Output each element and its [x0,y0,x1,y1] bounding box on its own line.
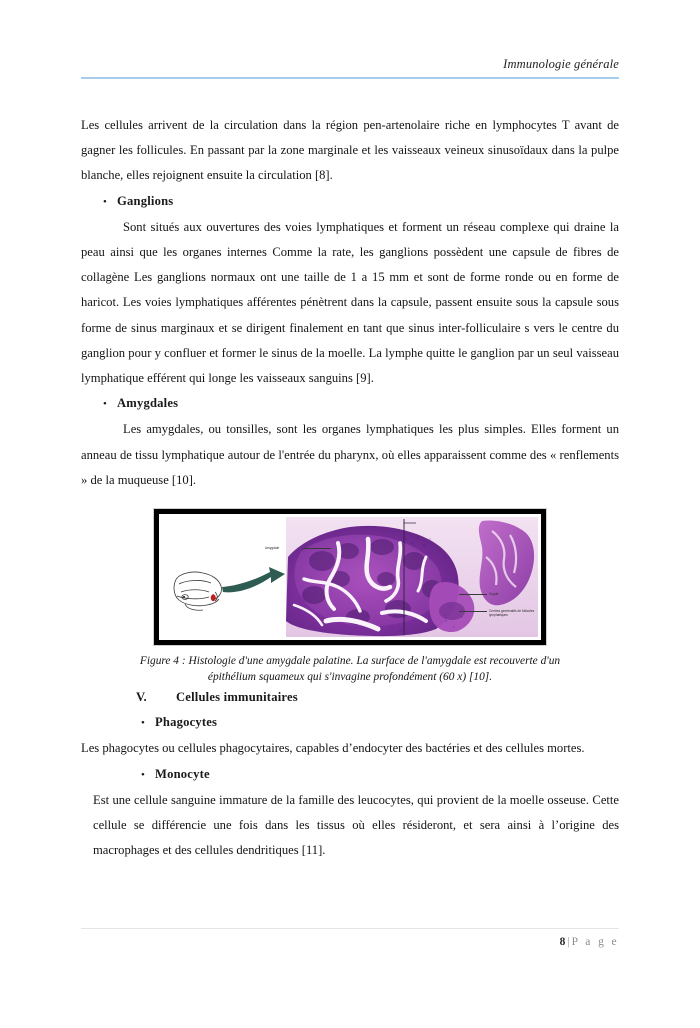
heading-monocyte-label: Monocyte [155,766,210,781]
section-number: V. [136,690,147,705]
heading-section-v [81,685,619,710]
figure-canvas [159,514,541,640]
ganglions-paragraph: Sont situés aux ouvertures des voies lymphatiques et forment un réseau complexe qui draine la peau ainsi que les organes internes Comme la rate, les ganglions possèdent une capsule de fibres de collagène Les ganglions normaux ont une taille de 1 a 15 mm et sont de forme ronde ou en forme de haricot. Les voies lymphatiques afférentes pénètrent dans la capsule, passent ensuite sous la capsule sous forme de sinus marginaux et se dirigent finalement en tant que sinus inter-folliculaire s vers le centre du ganglion pour y confluer et former le sinus de la moelle. La lymphe quitte le ganglion par un seul vaisseau lymphatique efférent qui longe les vaisseaux sanguins [9]. [81,219,619,386]
figure-label-centres: Centres germinatifs de follicules lymphatiques [489,609,535,618]
document-content [81,113,619,863]
section-heading-label: Cellules immunitaires [176,690,298,705]
figure-caption: Figure 4 : Histologie d'une amygdale palatine. La surface de l'amygdale est recouverte d'un épithélium squameux qui s'invagine profondément (60 x) [10]. [139,655,561,683]
bullet-icon: • [103,398,107,411]
monocyte-paragraph: Est une cellule sanguine immature de la famille des leucocytes, qui provient de la moelle osseuse. Cette cellule se différencie une fois dans les tissus où elles résideront, et sera ainsi à l’origine des macrophages et des cellules dendritiques [11]. [93,792,619,858]
page-header [81,56,619,79]
figure-label-amygdale: Amygdale [265,546,280,551]
arrow-icon [219,564,289,600]
footer-pagination [81,936,619,948]
footer-divider [81,928,619,929]
figure-label-crypte: Crypte [489,592,499,597]
heading-ganglions [81,189,619,215]
figure-frame [154,509,546,645]
page-number: 8 [559,936,566,948]
heading-ganglions-label: Ganglions [117,193,174,208]
leader-line-amygdale [303,548,331,549]
heading-amygdales [81,391,619,417]
footer-separator: | [567,936,570,948]
footer-page-word: P a g e [571,936,619,948]
intro-paragraph: Les cellules arrivent de la circulation dans la région pen-artenolaire riche en lymphocytes T avant de gagner les follicules. En passant par la zone marginale et les vaisseaux veineux sinusoïdaux dans la pulpe blanche, elles rejoignent ensuite la circulation [8]. [81,118,619,183]
bullet-icon: • [141,717,145,730]
heading-phagocytes-label: Phagocytes [155,715,218,730]
histology-micrograph [286,517,538,637]
leader-line-crypte [459,594,487,595]
phagocytes-paragraph: Les phagocytes ou cellules phagocytaires, capables d’endocyter des bactéries et des cellules mortes. [81,741,585,756]
bullet-icon: • [141,768,145,781]
page-footer [81,928,619,948]
heading-amygdales-label: Amygdales [117,396,179,411]
heading-monocyte [81,762,619,788]
bullet-icon: • [103,195,107,208]
heading-phagocytes [81,710,619,736]
header-title: Immunologie générale [503,57,619,71]
header-divider [81,77,619,79]
figure-4 [81,509,619,645]
amygdales-paragraph: Les amygdales, ou tonsilles, sont les organes lymphatiques les plus simples. Elles forment un anneau de tissu lymphatique autour de l'entrée du pharynx, où elles apparaissent comme des « renflements » de la muqueuse [10]. [81,422,619,487]
leader-line-centres [459,611,487,612]
